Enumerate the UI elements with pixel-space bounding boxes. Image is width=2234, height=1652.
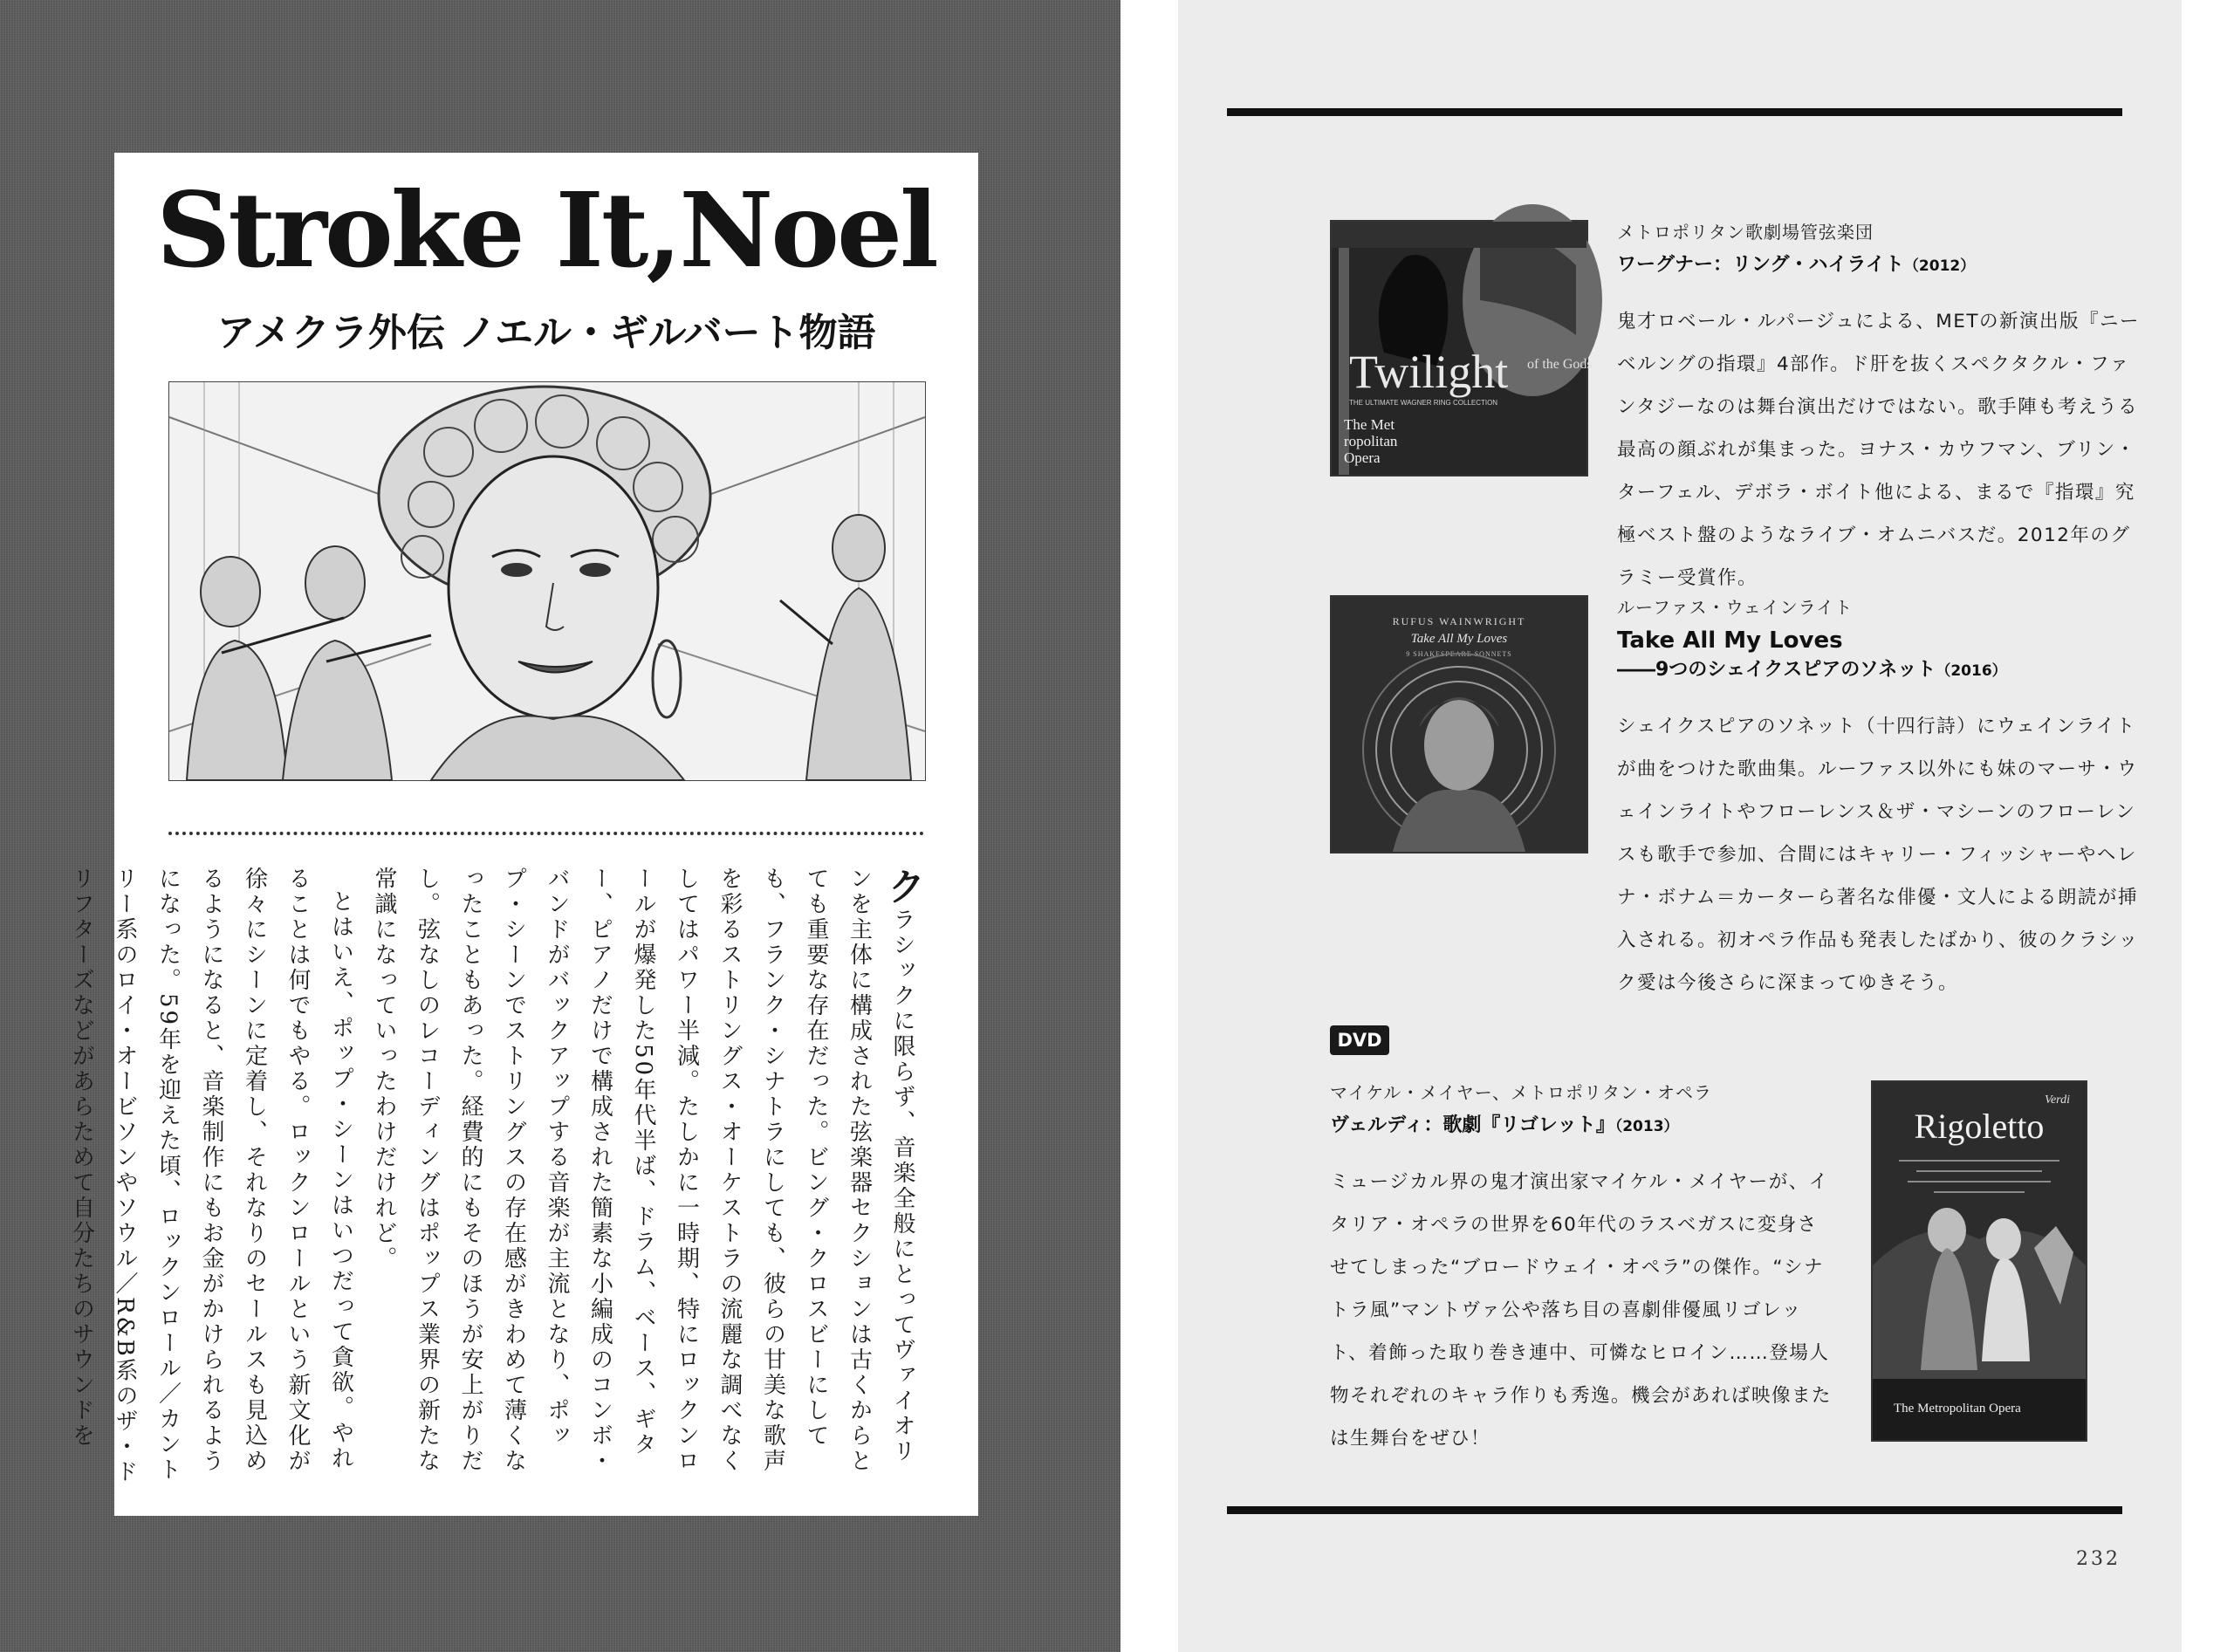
top-rule	[1227, 108, 2122, 116]
article-card	[68, 153, 978, 1516]
album-1-year: （2012）	[1903, 257, 1976, 275]
album-1-description: 鬼才ロベール・ルパージュによる、METの新演出版『ニーベルングの指環』4部作。ド肝を抜くスペクタクル・ファンタジーなのは舞台演出だけではない。歌手陣も考えうる最高の顔ぶれが集まった。ヨナス・カウフマン、ブリン・ターフェル、デボラ・ボイト他による、まるで『指環』究極ベスト盤のようなライブ・オムニバスだ。2012年のグラミー受賞作。	[1617, 311, 2140, 589]
dotted-divider	[168, 832, 924, 835]
album-info-2	[1617, 593, 2141, 1004]
album-3-title	[1330, 1111, 1836, 1141]
article-illustration	[168, 381, 926, 781]
article-body	[68, 867, 925, 1486]
drop-cap: ク	[881, 867, 925, 908]
wainwright-cover-subtitle: 9 SHAKESPEARE SONNETS	[1406, 650, 1512, 658]
album-3-year: （2013）	[1614, 1118, 1679, 1135]
twilight-cover-label-3: Opera	[1344, 449, 1381, 466]
album-2-title-en: Take All My Loves	[1617, 627, 1843, 654]
album-cover-twilight	[1330, 220, 1593, 476]
album-1-title	[1617, 250, 2141, 281]
body-paragraph-1	[362, 867, 925, 1486]
page-gutter	[1120, 0, 1178, 1652]
album-info-1	[1617, 218, 2141, 600]
album-3-artist: マイケル・メイヤー、メトロポリタン・オペラ	[1330, 1082, 1712, 1103]
album-2-title-text: ――9つのシェイクスピアのソネット	[1617, 659, 1936, 681]
twilight-cover-tagline: THE ULTIMATE WAGNER RING COLLECTION	[1349, 399, 1498, 407]
wainwright-cover-artist: RUFUS WAINWRIGHT	[1392, 615, 1526, 627]
rigoletto-cover-composer: Verdi	[2044, 1093, 2070, 1107]
album-2-artist: ルーファス・ウェインライト	[1617, 597, 1854, 618]
article-title: Stroke It,Noel	[156, 169, 936, 291]
rigoletto-cover-art-icon	[1873, 1082, 2086, 1440]
twilight-cover-subtitle: of the Gods	[1527, 357, 1593, 372]
album-cover-rigoletto	[1871, 1080, 2087, 1442]
album-2-title	[1617, 655, 2141, 686]
twilight-cover-label-2: ropolitan	[1344, 433, 1398, 449]
album-3-description: ミュージカル界の鬼才演出家マイケル・メイヤーが、イタリア・オペラの世界を60年代のラスベガスに変身させてしまった“ブロードウェイ・オペラ”の傑作。“シナトラ風”マントヴァ公や落ち目の喜劇俳優風リゴレット、着飾った取り巻き連中、可憐なヒロイン……登場人物それぞれのキャラ作りも秀逸。機会があれば映像または生舞台をぜひ！	[1330, 1171, 1833, 1450]
body-paragraph-1-text: ラシックに限らず、音楽全般にとってヴァイオリンを主体に構成された弦楽器セクションは古くからとても重要な存在だった。ビング・クロスビーにしても、フランク・シナトラにしても、彼らの甘美な歌声を彩るストリングス・オーケストラの流麗な調べなくしてはパワー半減。たしかに一時期、特にロックンロールが爆発した50年代半ば、ドラム、ベース、ギター、ピアノだけで構成された簡素な小編成のコンボ・バンドがバックアップする音楽が主流となり、ポップ・シーンでストリングスの存在感がきわめて薄くなったこともあった。経費的にもそのほうが安上がりだし。弦なしのレコーディングはポップス業界の新たな常識になっていったわけだけれど。	[371, 867, 915, 1474]
album-1-artist: メトロポリタン歌劇場管弦楽団	[1617, 222, 1874, 243]
album-info-3	[1330, 1079, 1836, 1460]
body-paragraph-2: とはいえ、ポップ・シーンはいつだって貪欲。やれることは何でもやる。ロックンロールという新文化が徐々にシーンに定着し、それなりのセールスも見込めるようになると、音楽制作にもお金がかけられるようになった。59年を迎えた頃、ロックンロール／カントリー系のロイ・オービソンやソウル／R&B系のザ・ドリフターズなどがあらためて自分たちのサウンドを	[68, 867, 354, 1485]
rigoletto-cover-label: The Metropolitan Opera	[1894, 1402, 2021, 1416]
twilight-cover-label-1: The Met	[1344, 416, 1395, 433]
album-2-year: （2016）	[1936, 662, 2007, 680]
album-2-description: シェイクスピアのソネット（十四行詩）にウェインライトが曲をつけた歌曲集。ルーファス以外にも妹のマーサ・ウェインライトやフローレンス＆ザ・マシーンのフローレンスも歌手で参加、合間にはキャリー・フィッシャーやヘレナ・ボナム＝カーターら著名な俳優・文人による朗読が挿入される。初オペラ作品も発表したばかり、彼のクラシック愛は今後さらに深まってゆきそう。	[1617, 716, 2139, 994]
right-margin	[2182, 0, 2234, 1652]
bottom-rule	[1227, 1506, 2122, 1514]
article-subtitle: アメクラ外伝 ノエル・ギルバート物語	[216, 311, 876, 355]
album-3-title-text: ヴェルディ：歌劇『リゴレット』	[1330, 1114, 1615, 1136]
wainwright-cover-title: Take All My Loves	[1410, 632, 1508, 646]
twilight-cover-title: Twilight	[1349, 346, 1509, 398]
wainwright-cover-art-icon	[1332, 597, 1586, 852]
sketch-illustration-icon	[169, 382, 925, 780]
twilight-cover-art-icon	[1332, 222, 1593, 475]
page-number: 232	[2076, 1548, 2121, 1570]
album-cover-wainwright	[1330, 595, 1588, 853]
album-1-title-text: ワーグナー：リング・ハイライト	[1617, 254, 1904, 276]
dvd-badge: DVD	[1330, 1025, 1389, 1055]
rigoletto-cover-title: Rigoletto	[1914, 1107, 2045, 1146]
